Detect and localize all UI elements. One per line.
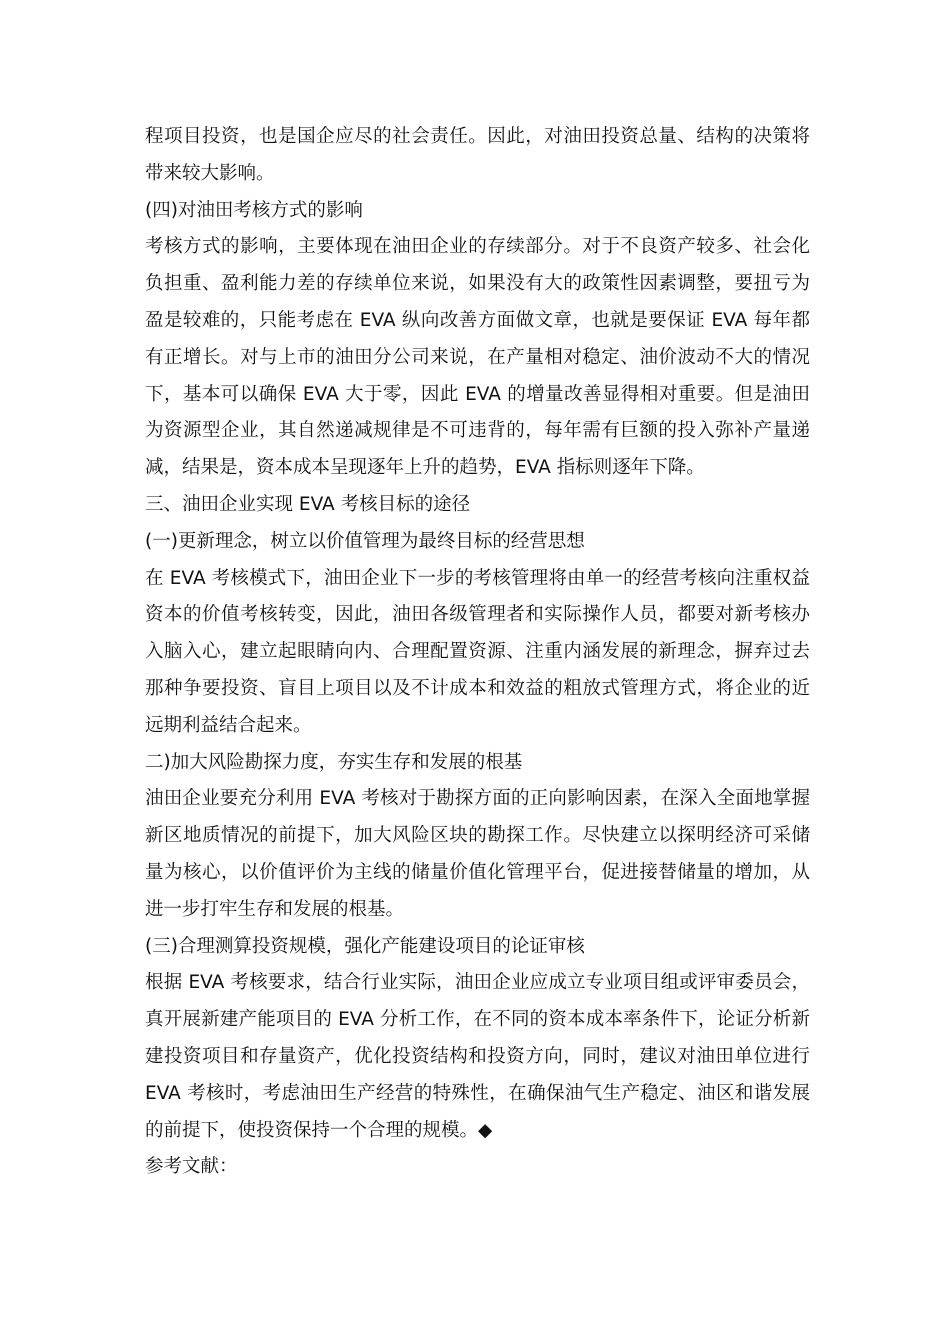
text-line: EVA 考核时，考虑油田生产经营的特殊性，在确保油气生产稳定、油区和谐发展 [145, 1082, 810, 1104]
text-line: 根据 EVA 考核要求，结合行业实际，油田企业应成立专业项目组或评审委员会， [145, 972, 810, 994]
text-line: 考核方式的影响，主要体现在油田企业的存续部分。对于不良资产较多、社会化 [145, 236, 810, 258]
text-line: 量为核心，以价值评价为主线的储量价值化管理平台，促进接替储量的增加，从 [145, 861, 810, 883]
text-line: 盈是较难的，只能考虑在 EVA 纵向改善方面做文章，也就是要保证 EVA 每年都 [145, 309, 810, 331]
text-line: 为资源型企业，其自然递减规律是不可违背的，每年需有巨额的投入弥补产量递 [145, 420, 810, 442]
text-line: 新区地质情况的前提下，加大风险区块的勘探工作。尽快建立以探明经济可采储 [145, 825, 810, 847]
text-line: 下，基本可以确保 EVA 大于零，因此 EVA 的增量改善显得相对重要。但是油田 [145, 383, 810, 405]
document-body [145, 119, 810, 1186]
text-line: (三)合理测算投资规模，强化产能建设项目的论证审核 [145, 935, 585, 957]
text-line: 参考文献： [145, 1156, 238, 1178]
text-line: 油田企业要充分利用 EVA 考核对于勘探方面的正向影响因素，在深入全面地掌握 [145, 788, 810, 810]
text-line: 的前提下，使投资保持一个合理的规模。◆ [145, 1119, 493, 1141]
text-line: 资本的价值考核转变，因此，油田各级管理者和实际操作人员，都要对新考核办 [145, 604, 810, 626]
text-line: 有正增长。对与上市的油田分公司来说，在产量相对稳定、油价波动不大的情况 [145, 346, 810, 368]
text-line: 负担重、盈利能力差的存续单位来说，如果没有大的政策性因素调整，要扭亏为 [145, 273, 810, 295]
text-line: (一)更新理念，树立以价值管理为最终目标的经营思想 [145, 530, 585, 552]
text-line: 在 EVA 考核模式下，油田企业下一步的考核管理将由单一的经营考核向注重权益 [145, 567, 810, 589]
text-line: 真开展新建产能项目的 EVA 分析工作，在不同的资本成本率条件下，论证分析新 [145, 1009, 810, 1031]
text-line: 减，结果是，资本成本呈现逐年上升的趋势，EVA 指标则逐年下降。 [145, 457, 705, 479]
text-line: 二)加大风险勘探力度，夯实生存和发展的根基 [145, 751, 523, 773]
text-line: 建投资项目和存量资产，优化投资结构和投资方向，同时，建议对油田单位进行 [145, 1045, 810, 1067]
text-line: 带来较大影响。 [145, 162, 275, 184]
text-line: 远期利益结合起来。 [145, 714, 312, 736]
text-line: 进一步打牢生存和发展的根基。 [145, 898, 405, 920]
text-line: 入脑入心，建立起眼睛向内、合理配置资源、注重内涵发展的新理念，摒弃过去 [145, 641, 810, 663]
text-line: 那种争要投资、盲目上项目以及不计成本和效益的粗放式管理方式，将企业的近 [145, 677, 810, 699]
text-line: (四)对油田考核方式的影响 [145, 199, 363, 221]
text-line: 三、油田企业实现 EVA 考核目标的途径 [145, 493, 471, 515]
text-line: 程项目投资，也是国企应尽的社会责任。因此，对油田投资总量、结构的决策将 [145, 126, 810, 147]
